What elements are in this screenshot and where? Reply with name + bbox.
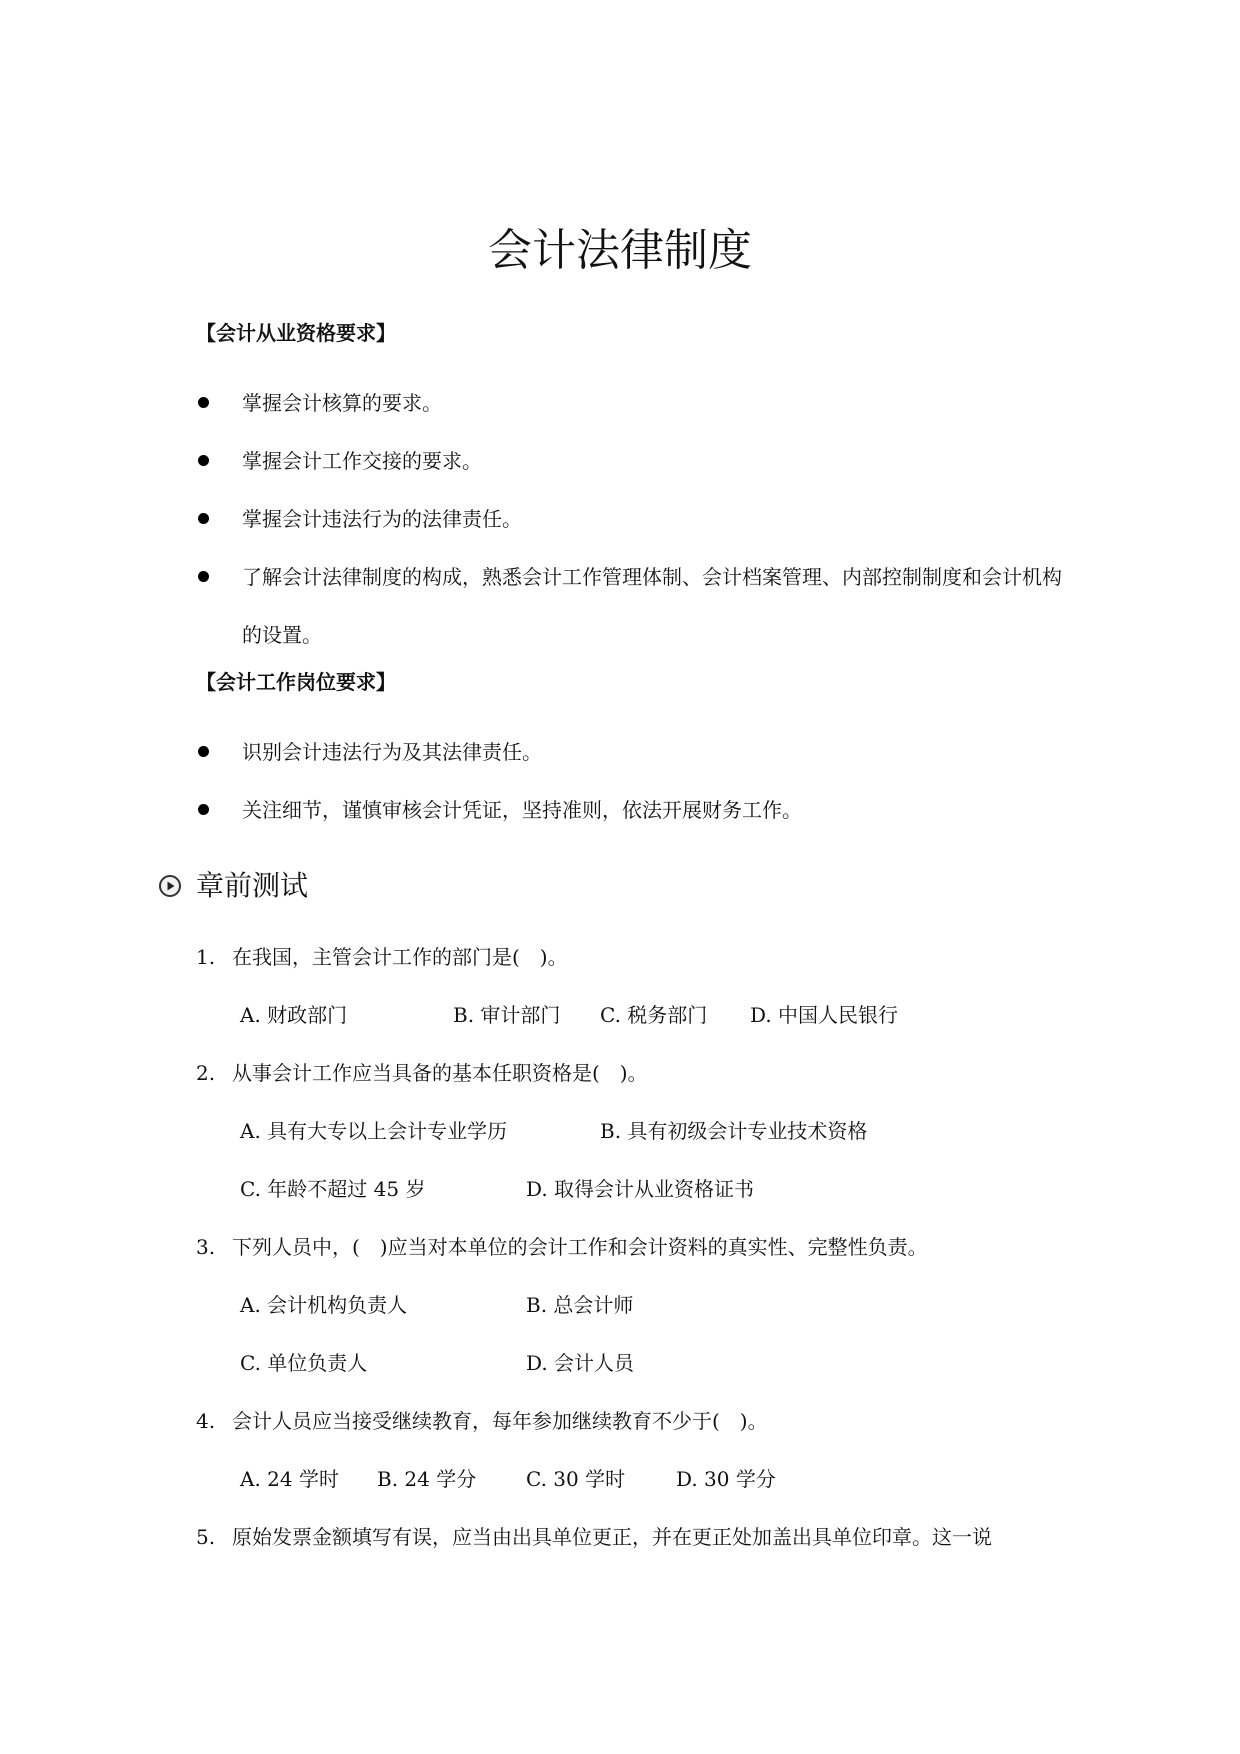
qualification-item xyxy=(196,505,1076,548)
answer-option: D. 取得会计从业资格证书 xyxy=(526,1177,755,1201)
bullet-dot-icon xyxy=(198,513,209,524)
answer-option: D. 中国人民银行 xyxy=(750,1003,899,1027)
answer-option: A. 24 学时 xyxy=(240,1467,339,1491)
question-number: 2. xyxy=(196,1061,216,1085)
bullet-dot-icon xyxy=(198,397,209,408)
qualification-item-text: 了解会计法律制度的构成，熟悉会计工作管理体制、会计档案管理、内部控制制度和会计机构的设置。 xyxy=(242,565,1062,647)
answer-option: C. 单位负责人 xyxy=(240,1351,368,1375)
answer-option: B. 24 学分 xyxy=(377,1467,477,1491)
question-text: 在我国，主管会计工作的部门是( )。 xyxy=(232,945,568,969)
answer-option: D. 30 学分 xyxy=(676,1467,776,1491)
chapter-title: 章前测试 xyxy=(196,869,309,902)
question xyxy=(196,1522,992,1552)
answer-option: A. 会计机构负责人 xyxy=(240,1293,408,1317)
qualification-item-text: 掌握会计违法行为的法律责任。 xyxy=(242,507,522,531)
answer-option: B. 具有初级会计专业技术资格 xyxy=(600,1119,868,1143)
qualification-item-text: 掌握会计工作交接的要求。 xyxy=(242,449,482,473)
question-text: 会计人员应当接受继续教育，每年参加继续教育不少于( )。 xyxy=(232,1409,768,1433)
chapter-heading xyxy=(158,866,308,906)
answer-option: B. 审计部门 xyxy=(453,1003,561,1027)
question xyxy=(196,1058,648,1088)
qualification-item xyxy=(196,563,1076,664)
page-title: 会计法律制度 xyxy=(488,225,752,276)
question-text: 下列人员中，( )应当对本单位的会计工作和会计资料的真实性、完整性负责。 xyxy=(232,1235,928,1259)
question xyxy=(196,942,568,972)
position-heading: 【会计工作岗位要求】 xyxy=(196,670,396,694)
answer-option: C. 30 学时 xyxy=(526,1467,626,1491)
qualification-item xyxy=(196,389,1076,432)
bullet-dot-icon xyxy=(198,746,209,757)
question-number: 5. xyxy=(196,1525,216,1549)
qualification-heading: 【会计从业资格要求】 xyxy=(196,321,396,345)
answer-option: B. 总会计师 xyxy=(526,1293,634,1317)
bullet-dot-icon xyxy=(198,571,209,582)
answer-option: C. 年龄不超过 45 岁 xyxy=(240,1177,426,1201)
question-text: 从事会计工作应当具备的基本任职资格是( )。 xyxy=(232,1061,648,1085)
bullet-dot-icon xyxy=(198,455,209,466)
play-circle-icon xyxy=(158,874,182,898)
position-item-text: 关注细节，谨慎审核会计凭证，坚持准则，依法开展财务工作。 xyxy=(242,798,802,822)
question-number: 4. xyxy=(196,1409,216,1433)
question xyxy=(196,1406,768,1436)
question-text: 原始发票金额填写有误，应当由出具单位更正，并在更正处加盖出具单位印章。这一说 xyxy=(232,1525,992,1549)
question-number: 1. xyxy=(196,945,216,969)
question-number: 3. xyxy=(196,1235,216,1259)
bullet-dot-icon xyxy=(198,804,209,815)
qualification-item xyxy=(196,447,1076,490)
answer-option: C. 税务部门 xyxy=(600,1003,708,1027)
position-item xyxy=(196,796,1076,839)
position-item-text: 识别会计违法行为及其法律责任。 xyxy=(242,740,542,764)
position-item xyxy=(196,738,1076,781)
question xyxy=(196,1232,928,1262)
answer-option: A. 财政部门 xyxy=(240,1003,348,1027)
qualification-item-text: 掌握会计核算的要求。 xyxy=(242,391,442,415)
answer-option: D. 会计人员 xyxy=(526,1351,635,1375)
answer-option: A. 具有大专以上会计专业学历 xyxy=(240,1119,508,1143)
